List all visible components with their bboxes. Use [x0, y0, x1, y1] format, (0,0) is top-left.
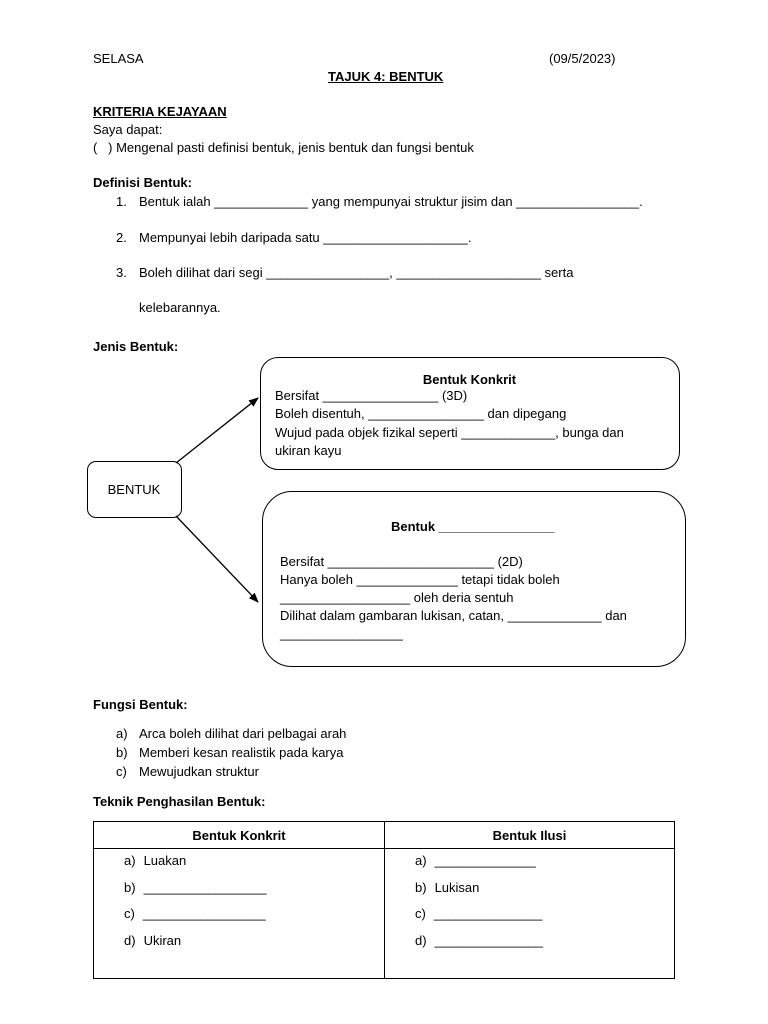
- concrete-line: ukiran kayu: [275, 443, 342, 458]
- criteria-intro: Saya dapat:: [93, 122, 163, 137]
- list-item: a) Luakan: [124, 853, 187, 868]
- function-item-text: Arca boleh dilihat dari pelbagai arah: [139, 726, 347, 741]
- day-label: SELASA: [93, 51, 144, 66]
- list-item: d) _______________: [415, 932, 544, 948]
- definition-continuation: kelebarannya.: [139, 300, 221, 315]
- definition-item-text: Bentuk ialah _____________ yang mempunyai struktur jisim dan _________________.: [139, 194, 643, 209]
- table-header-concrete: Bentuk Konkrit: [94, 822, 385, 849]
- illusion-techniques-cell: [385, 849, 675, 979]
- center-label: BENTUK: [107, 482, 161, 497]
- table-header-illusion: Bentuk Ilusi: [385, 822, 675, 849]
- function-item-text: Mewujudkan struktur: [139, 764, 259, 779]
- criteria-heading: KRITERIA KEJAYAAN: [93, 104, 227, 119]
- definition-item-text: Mempunyai lebih daripada satu ____________________.: [139, 230, 472, 245]
- criteria-item: ( ) Mengenal pasti definisi bentuk, jenis bentuk dan fungsi bentuk: [93, 140, 474, 155]
- illusion-line: Dilihat dalam gambaran lukisan, catan, _____________ dan: [280, 608, 627, 623]
- illusion-title: Bentuk ________________: [391, 519, 555, 534]
- definition-item-number: 2.: [116, 230, 127, 245]
- list-item: d) Ukiran: [124, 932, 182, 948]
- list-item: b) Lukisan: [415, 879, 480, 895]
- illusion-box: [262, 491, 686, 667]
- types-heading: Jenis Bentuk:: [93, 339, 179, 354]
- definition-item-number: 1.: [116, 194, 127, 209]
- list-item: c) _________________: [124, 906, 266, 921]
- illusion-line: Hanya boleh ______________ tetapi tidak boleh: [280, 572, 560, 587]
- function-item-mark: b): [116, 745, 128, 760]
- function-item-mark: a): [116, 726, 128, 741]
- illusion-line: Bersifat _______________________ (2D): [280, 554, 523, 569]
- concrete-techniques-cell: [94, 849, 385, 979]
- page-title: TAJUK 4: BENTUK: [328, 69, 444, 84]
- list-item: a) ______________: [415, 853, 536, 868]
- list-item: b) _________________: [124, 879, 267, 895]
- functions-heading: Fungsi Bentuk:: [93, 697, 188, 712]
- function-item-text: Memberi kesan realistik pada karya: [139, 745, 344, 760]
- definition-item-text: Boleh dilihat dari segi _________________, ____________________ serta: [139, 265, 574, 280]
- arrow-to-concrete: [176, 398, 258, 463]
- concrete-box: [260, 357, 680, 470]
- techniques-table: [93, 821, 675, 979]
- concrete-line: Boleh disentuh, ________________ dan dipegang: [275, 406, 567, 421]
- concrete-line: Wujud pada objek fizikal seperti _____________, bunga dan: [275, 425, 624, 440]
- function-item-mark: c): [116, 764, 127, 779]
- concrete-line: Bersifat ________________ (3D): [275, 388, 468, 403]
- definition-item-number: 3.: [116, 265, 127, 280]
- date-label: (09/5/2023): [549, 51, 616, 66]
- arrow-to-illusion: [176, 516, 258, 602]
- bentuk-center-box: [87, 461, 182, 518]
- illusion-line: _________________: [280, 626, 403, 641]
- definition-heading: Definisi Bentuk:: [93, 175, 192, 190]
- concrete-title: Bentuk Konkrit: [422, 372, 517, 387]
- techniques-heading: Teknik Penghasilan Bentuk:: [93, 794, 266, 809]
- list-item: c) _______________: [415, 906, 543, 921]
- illusion-line: __________________ oleh deria sentuh: [280, 590, 514, 605]
